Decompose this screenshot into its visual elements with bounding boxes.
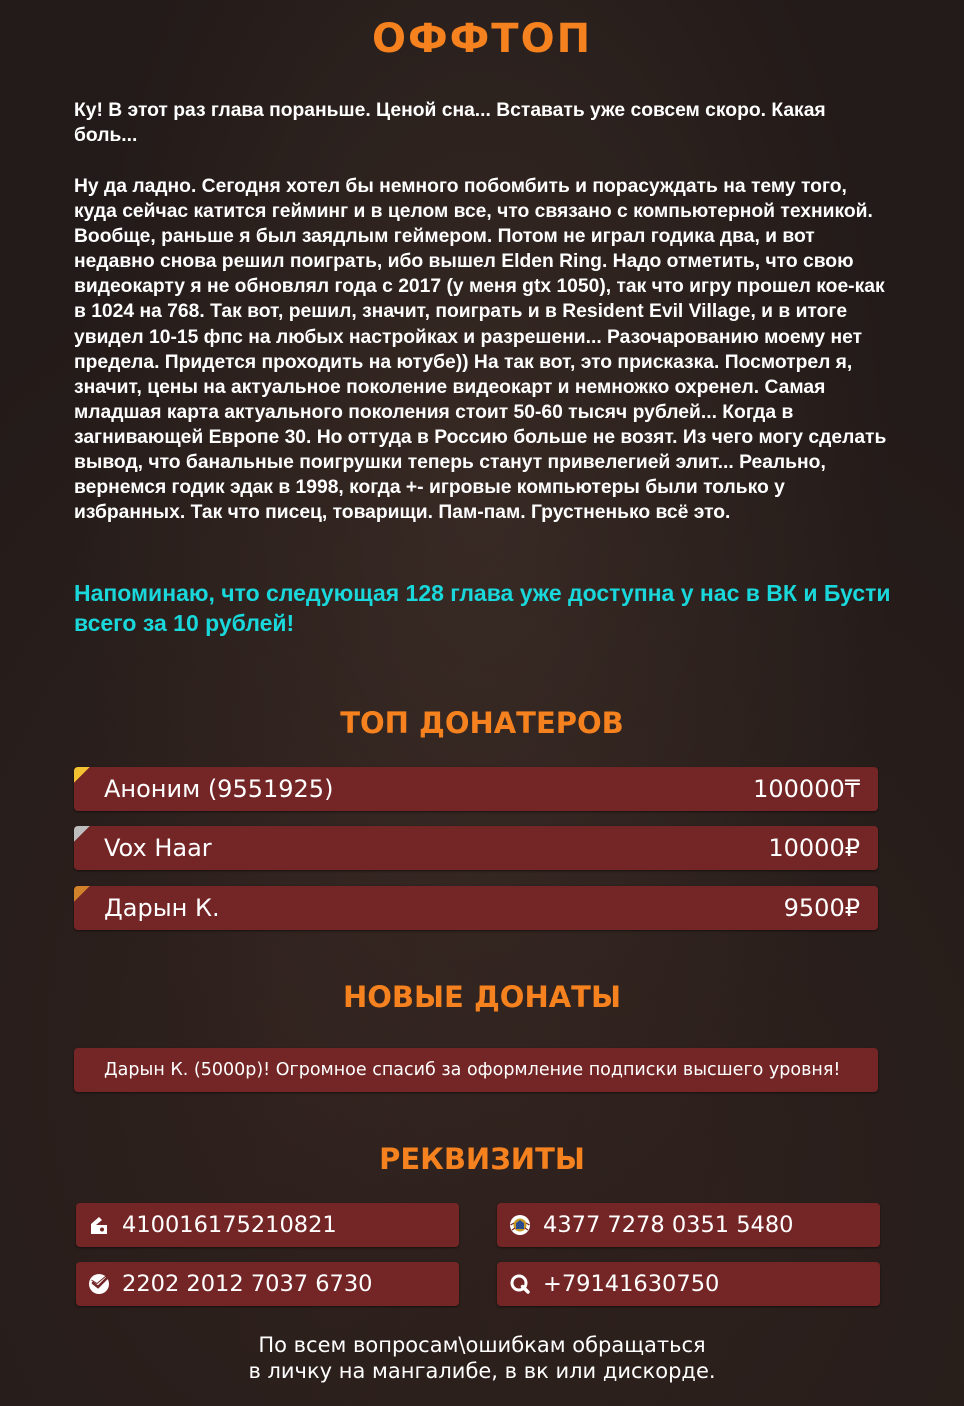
donor-name: Дарын К.	[104, 894, 220, 922]
requisite-bank-card[interactable]	[497, 1203, 880, 1247]
donor-row	[74, 826, 878, 870]
requisite-value[interactable]: 4377 7278 0351 5480	[543, 1212, 794, 1238]
footer-line-1: По всем вопросам\ошибкам обращаться	[258, 1333, 706, 1357]
offtop-title: ОФФТОП	[371, 16, 593, 62]
footer-contact	[0, 1332, 964, 1384]
bronze-medal-icon	[74, 886, 90, 902]
silver-medal-icon	[74, 826, 90, 842]
offtop-paragraph-1: Ку! В этот раз глава пораньше. Ценой сна... Вставать уже совсем скоро. Какая боль...	[74, 100, 826, 147]
donor-amount: 100000₸	[753, 775, 860, 803]
yoomoney-wallet-icon	[88, 1214, 110, 1236]
gold-medal-icon	[74, 767, 90, 783]
footer-line-2: в личку на мангалибе, в вк или дискорде.	[248, 1359, 716, 1383]
sberbank-icon	[88, 1273, 110, 1295]
donor-row	[74, 767, 878, 811]
bank-emblem-icon	[509, 1214, 531, 1236]
requisite-sberbank[interactable]	[76, 1262, 459, 1306]
donor-row	[74, 886, 878, 930]
requisite-value[interactable]: 2202 2012 7037 6730	[122, 1271, 373, 1297]
donor-name: Vox Haar	[104, 834, 212, 862]
donor-amount: 10000₽	[768, 834, 860, 862]
donor-amount: 9500₽	[783, 894, 860, 922]
requisite-value[interactable]: 410016175210821	[122, 1212, 337, 1238]
new-donations-title: НОВЫЕ ДОНАТЫ	[342, 980, 621, 1014]
new-donation-text: Дарын К. (5000р)! Огромное спасиб за оформление подписки высшего уровня!	[104, 1060, 841, 1080]
requisites-title: РЕКВИЗИТЫ	[379, 1142, 585, 1176]
top-donors-title: ТОП ДОНАТЕРОВ	[340, 706, 624, 740]
requisite-qiwi[interactable]	[497, 1262, 880, 1306]
requisite-yoomoney[interactable]	[76, 1203, 459, 1247]
chapter-reminder: Напоминаю, что следующая 128 глава уже доступна у нас в ВК и Бусти всего за 10 рублей!	[74, 580, 891, 636]
qiwi-icon	[509, 1273, 531, 1295]
donor-name: Аноним (9551925)	[104, 775, 334, 803]
new-donation-row	[74, 1048, 878, 1092]
requisite-value[interactable]: +79141630750	[543, 1271, 720, 1297]
offtop-paragraph-2: Ну да ладно. Сегодня хотел бы немного побомбить и порасуждать на тему того, куда сейчас катится гейминг и в целом все, что связано с компьютерной техникой. Вообще, раньше я был заядлым геймером. Потом не играл годика два, и вот недавно снова решил поиграть, ибо вышел Elden Ring. Надо отметить, что свою видеокарту я не обновлял года с 2017 (у меня gtx 1050), так что игру прошел кое-как в 1024 на 768. Так вот, решил, значит, поиграть и в Resident Evil Village, и в итоге увидел 10-15 фпс на любых настройках и разрешени... Разочарованию моему нет предела. Придется проходить на ютубе)) На так вот, это присказка. Посмотрел я, значит, цены на актуальное поколение видеокарт и немножко охренел. Самая младшая карта актуального поколения стоит 50-60 тысяч рублей... Когда в загнивающей Европе 30. Но оттуда в Россию больше не возят. Из чего могу сделать вывод, что банальные поигрушки теперь станут привелегией элит... Реально, вернемся годик эдак в 1998, когда +- игровые компьютеры были только у избранных. Так что писец, товарищи. Пам-пам. Грустненько всё это.	[74, 176, 887, 524]
